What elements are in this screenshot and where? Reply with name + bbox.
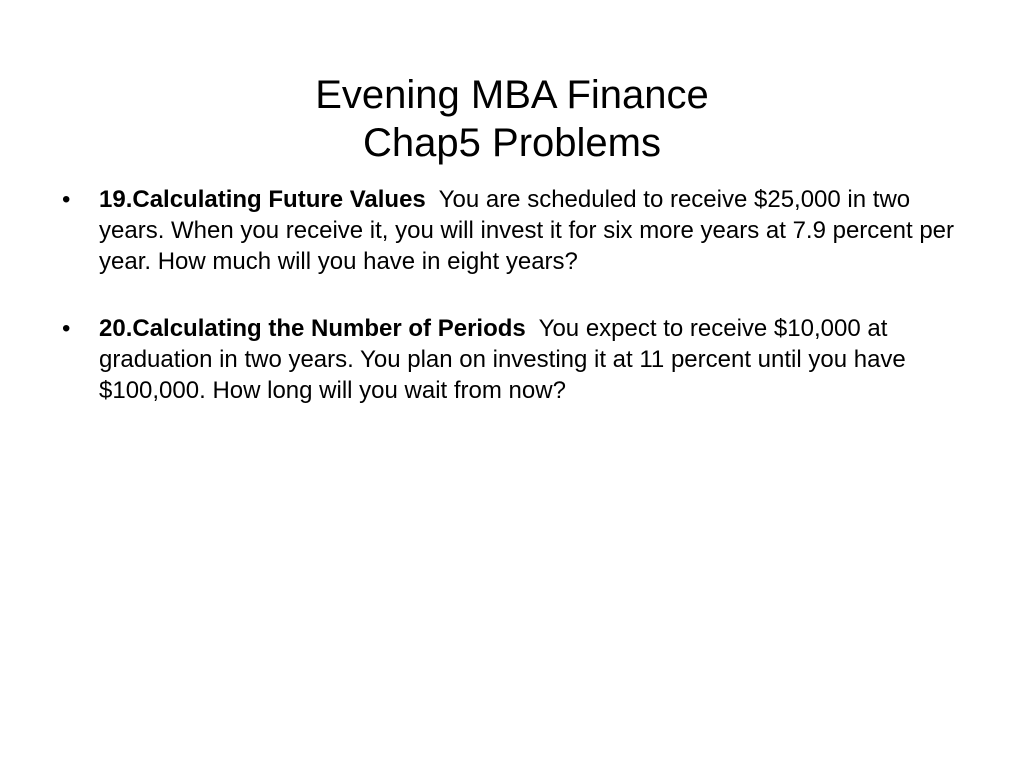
problem-list: [62, 184, 982, 442]
problem-text: You expect to receive $10,000 at graduation in two years. You plan on investing it at 11 percent until you have $100,000. How long will you wait from now?: [99, 315, 906, 404]
problem-text: You are scheduled to receive $25,000 in two years. When you receive it, you will invest it for six more years at 7.9 percent per year. How much will you have in eight years?: [99, 186, 955, 275]
problem-heading: 19.Calculating Future Values: [99, 186, 426, 213]
problem-heading: 20.Calculating the Number of Periods: [99, 315, 526, 342]
bullet-icon: •: [62, 315, 71, 342]
problem-item: [62, 313, 982, 406]
title-line-1: Evening MBA Finance: [315, 72, 709, 117]
bullet-icon: •: [62, 186, 71, 213]
problem-item: [62, 184, 982, 277]
title-line-2: Chap5 Problems: [363, 120, 661, 165]
slide-title: [0, 71, 1024, 167]
